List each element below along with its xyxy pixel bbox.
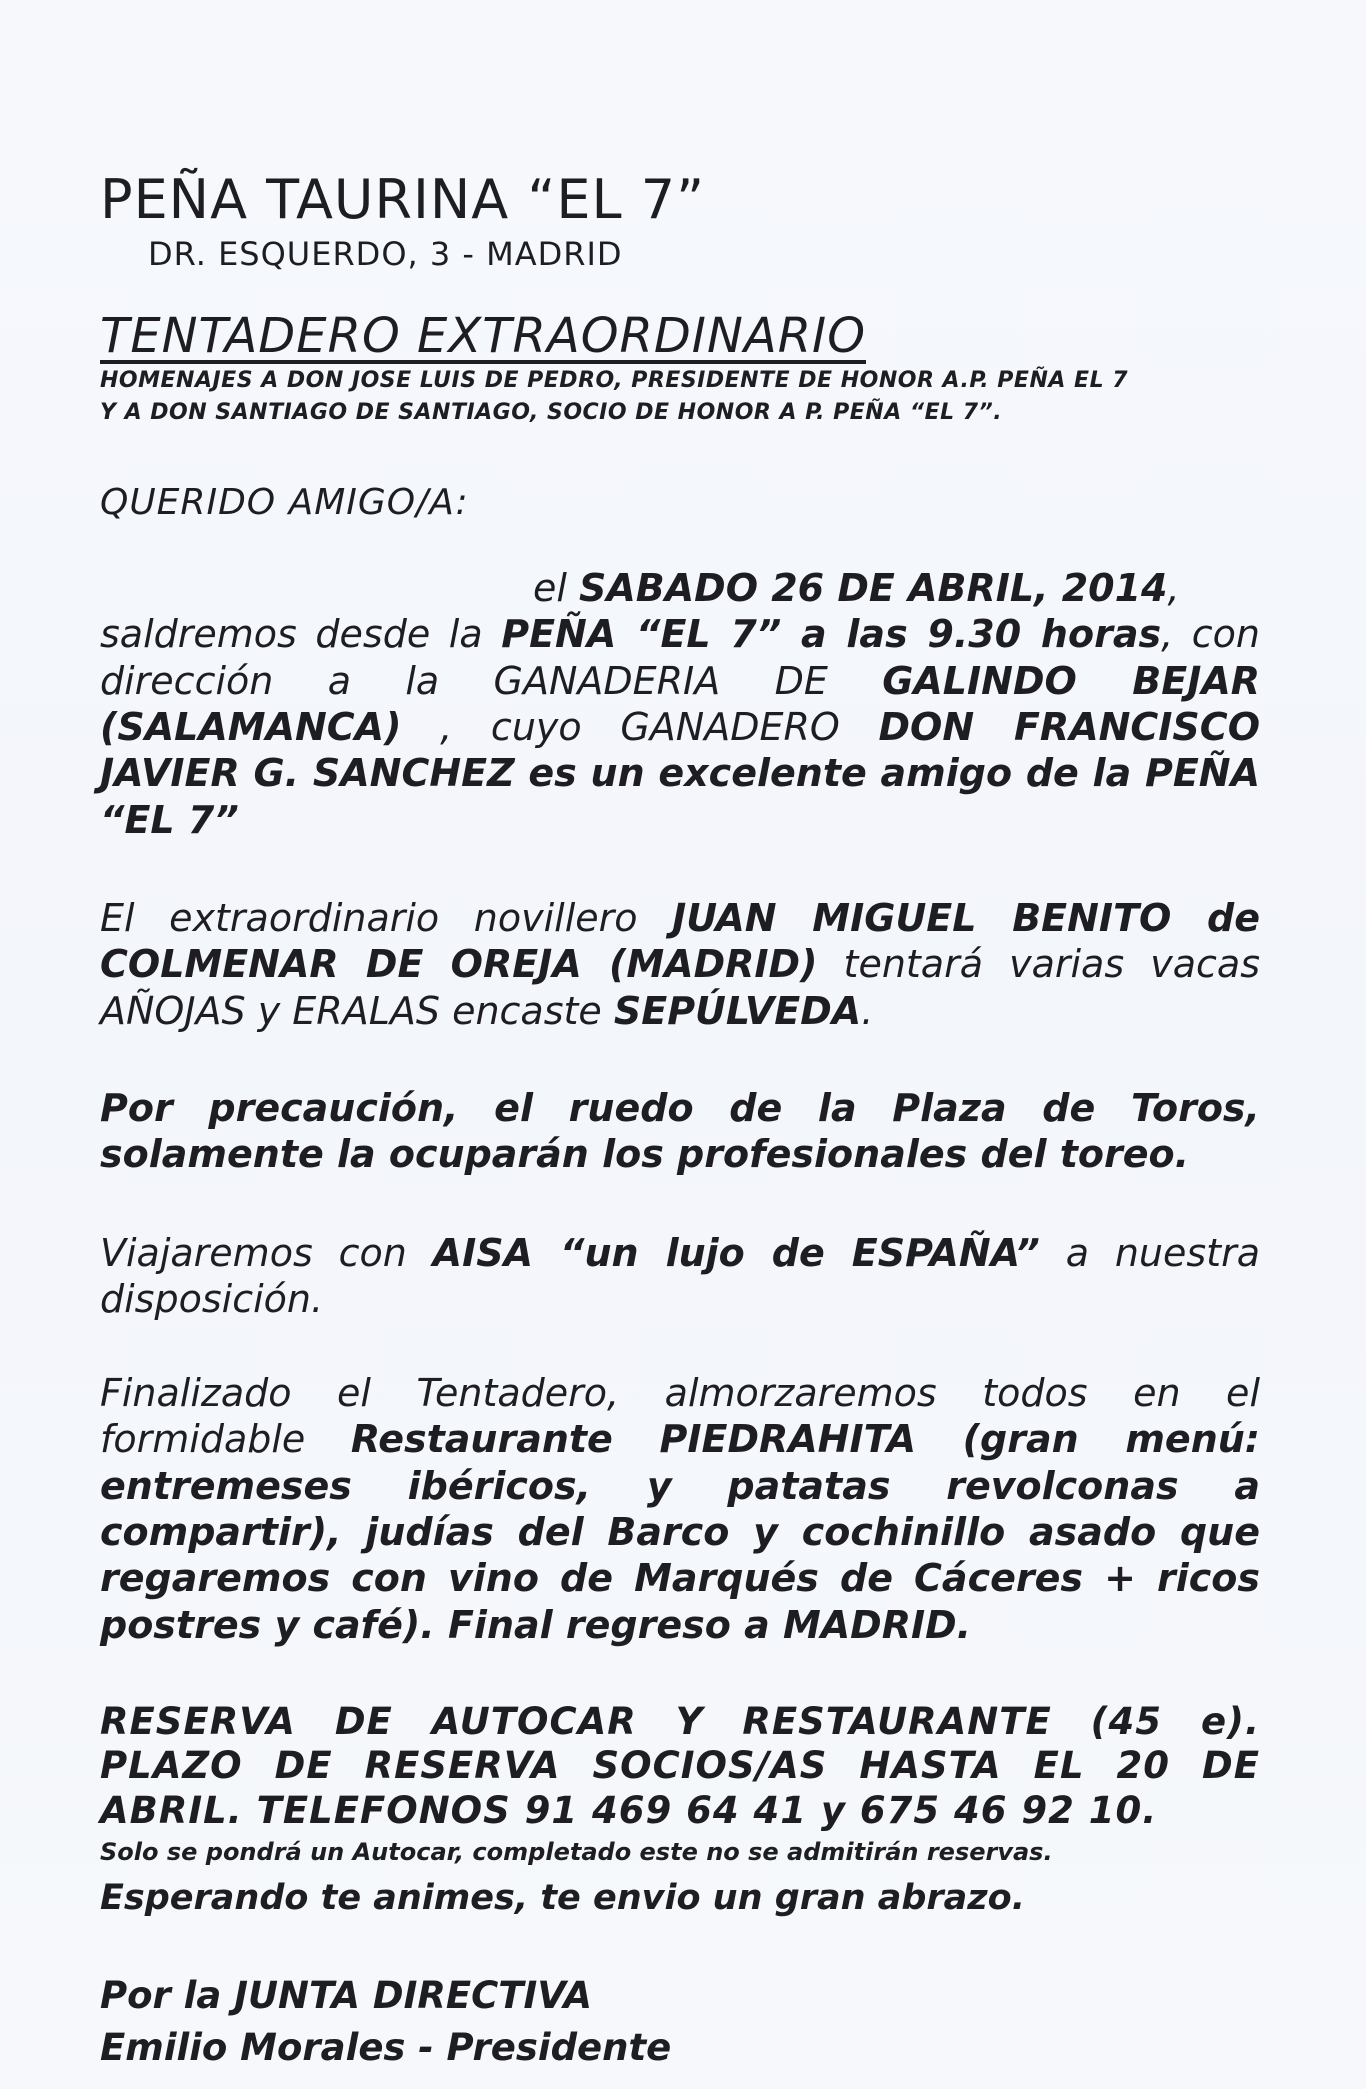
ranch-name: GALINDO BEJAR (SALAMANCA) — [100, 658, 1261, 750]
text-span: a nuestra disposición. — [100, 1231, 1260, 1322]
text-span: Viajaremos con — [100, 1231, 433, 1275]
paragraph-precaution: Por precaución, el ruedo de la Plaza de Toros, solamente la ocuparán los profesionales del toreo. — [100, 1086, 1260, 1177]
paragraph-departure — [100, 565, 1260, 843]
club-title: PEÑA TAURINA “EL 7” — [100, 168, 706, 231]
novillero-name: JUAN MIGUEL BENITO de COLMENAR DE OREJA (MADRID) — [100, 896, 1260, 987]
greeting: QUERIDO AMIGO/A: — [100, 482, 469, 523]
reservation-info: RESERVA DE AUTOCAR Y RESTAURANTE (45 e). PLAZO DE RESERVA SOCIOS/AS HASTA EL 20 DE ABRIL. TELEFONOS 91 469 64 41 y 675 46 92 10. — [100, 1700, 1260, 1832]
closing-line: Esperando te animes, te envio un gran abrazo. — [100, 1878, 1025, 1918]
text-span: , saldremos desde la — [100, 566, 1180, 657]
signature-board: Por la JUNTA DIRECTIVA — [100, 1974, 593, 2017]
paragraph-indent — [100, 565, 1168, 611]
tribute-text — [100, 365, 1260, 429]
bus-company: AISA “un lujo de ESPAÑA” — [432, 1231, 1040, 1275]
paragraph-lunch — [100, 1370, 1260, 1648]
restaurant-details: Restaurante PIEDRAHITA (gran menú: entremeses ibéricos, y patatas revolconas a compartir), judías del Barco y cochinillo asado que regaremos con vino de Marqués de Cáceres + ricos postres y café). Final regreso a MADRID. — [100, 1417, 1260, 1647]
text-span: , con dirección a la GANADERIA DE — [100, 612, 1260, 703]
encaste-name: SEPÚLVEDA — [613, 988, 862, 1033]
paragraph-novillero — [100, 895, 1260, 1034]
text-span: Finalizado el Tentadero, almorzaremos todos en el formidable — [100, 1371, 1260, 1462]
date-text: SABADO 26 DE ABRIL, 2014 — [579, 566, 1168, 610]
departure-text: PEÑA “EL 7” a las 9.30 horas — [501, 612, 1162, 657]
rancher-name: DON FRANCISCO JAVIER G. SANCHEZ es un excelente amigo de la PEÑA “EL 7” — [100, 705, 1260, 842]
text-span: El extraordinario novillero — [100, 896, 673, 940]
text-span: . — [861, 988, 874, 1033]
tribute-line-2: Y A DON SANTIAGO DE SANTIAGO, SOCIO DE HONOR A P. PEÑA “EL 7”. — [100, 399, 1003, 425]
event-title: TENTADERO EXTRAORDINARIO — [100, 308, 866, 364]
tribute-line-1: HOMENAJES A DON JOSE LUIS DE PEDRO, PRESIDENTE DE HONOR A.P. PEÑA EL 7 — [100, 368, 1129, 393]
club-address: DR. ESQUERDO, 3 - MADRID — [148, 235, 623, 273]
text-span: el — [533, 566, 580, 610]
paragraph-travel — [100, 1230, 1260, 1323]
reservation-note: Solo se pondrá un Autocar, completado este no se admitirán reservas. — [100, 1838, 1053, 1866]
text-span: , cuyo GANADERO — [401, 705, 879, 750]
text-span: tentará varias vacas AÑOJAS y ERALAS encaste — [100, 942, 1261, 1033]
signature-president: Emilio Morales - Presidente — [100, 2026, 672, 2069]
